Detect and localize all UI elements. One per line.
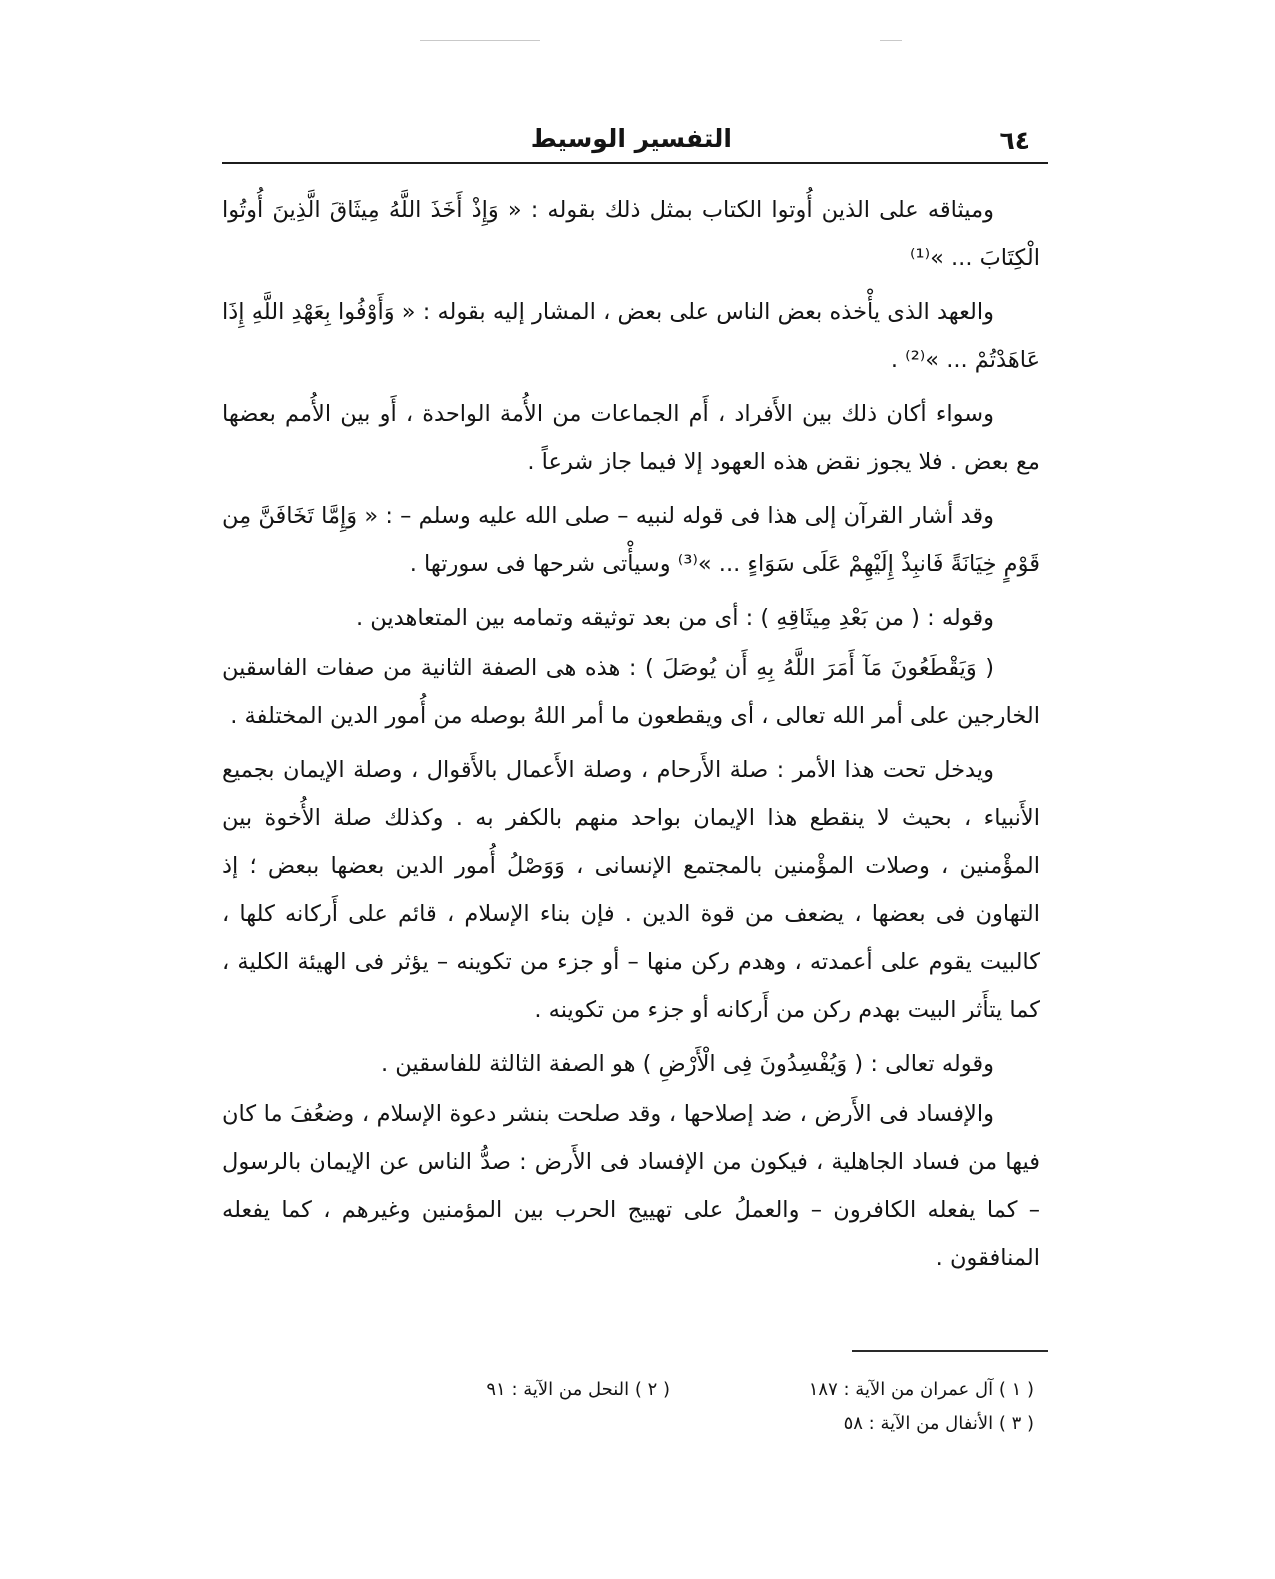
scan-artifact-line [420, 40, 540, 41]
paragraph-6: ( وَيَقْطَعُونَ مَآ أَمَرَ اللَّهُ بِهِ أَن يُوصَلَ ) : هذه هى الصفة الثانية من صفات الفاسقين الخارجين على أمر الله تعالى ، أى ويقطعون ما أمر اللهُ بوصله من أُمور الدين المختلفة . [222, 655, 1040, 729]
paragraph-4: وقد أشار القرآن إلى هذا فى قوله لنبيه – صلى الله عليه وسلم – : « وَإِمَّا تَخَافَنَّ مِن قَوْمٍ خِيَانَةً فَانبِذْ إِلَيْهِمْ عَلَى سَوَاءٍ ... »⁽³⁾ وسيأْتى شرحها فى سورتها . [222, 503, 1040, 577]
paragraph-5: وقوله : ( من بَعْدِ مِيثَاقِهِ ) : أى من بعد توثيقه وتمامه بين المتعاهدين . [355, 605, 994, 631]
page-header [222, 122, 1048, 162]
paragraph-7: ويدخل تحت هذا الأمر : صلة الأَرحام ، وصلة الأَعمال بالأَقوال ، وصلة الإيمان بجميع الأَنبياء ، بحيث لا ينقطع هذا الإيمان بواحد منهم بالكفر به . وكذلك صلة الأُخوة بين المؤْمنين ، وصلات المؤْمنين بالمجتمع الإنسانى ، وَوَصْلُ أُمور الدين بعضها ببعض ؛ إذ التهاون فى بعضها ، يضعف من قوة الدين . فإن بناء الإسلام ، قائم على أَركانه كلها ، كالبيت يقوم على أعمدته ، وهدم ركن منها – أو جزء من تكوينه – يؤثر فى الهيئة الكلية ، كما يتأَثر البيت بهدم ركن من أَركانه أو جزء من تكوينه . [222, 757, 1040, 1023]
scan-artifact-line [880, 40, 902, 41]
header-rule [222, 162, 1048, 164]
footnotes [222, 1373, 1040, 1453]
footnote-1: ( ١ ) آل عمران من الآية : ١٨٧ [808, 1379, 1034, 1400]
footnote-rule [852, 1350, 1048, 1352]
page-number: ٦٤ [999, 126, 1030, 155]
paragraph-3: وسواء أكان ذلك بين الأَفراد ، أَم الجماعات من الأُمة الواحدة ، أَو بين الأُمم بعضها مع بعض . فلا يجوز نقض هذه العهود إلا فيما جاز شرعاً . [222, 401, 1040, 475]
footnote-3: ( ٣ ) الأنفال من الآية : ٥٨ [843, 1413, 1034, 1434]
paragraph-1: وميثاقه على الذين أُوتوا الكتاب بمثل ذلك بقوله : « وَإِذْ أَخَذَ اللَّهُ مِيثَاقَ الَّذِينَ أُوتُوا الْكِتَابَ ... »⁽¹⁾ [222, 197, 1040, 271]
paragraph-9: والإفساد فى الأَرض ، ضد إصلاحها ، وقد صلحت بنشر دعوة الإسلام ، وضعُفَ ما كان فيها من فساد الجاهلية ، فيكون من الإفساد فى الأَرض : صدُّ الناس عن الإيمان بالرسول – كما يفعله الكافرون – والعملُ على تهييج الحرب بين المؤمنين وغيرهم ، كما يفعله المنافقون . [222, 1101, 1040, 1271]
footnote-2: ( ٢ ) النحل من الآية : ٩١ [486, 1379, 670, 1400]
body-text [222, 186, 1040, 1288]
running-title: التفسير الوسيط [530, 124, 732, 153]
paragraph-8: وقوله تعالى : ( وَيُفْسِدُونَ فِى الْأَرْضِ ) هو الصفة الثالثة للفاسقين . [380, 1051, 994, 1077]
paragraph-2: والعهد الذى يأْخذه بعض الناس على بعض ، المشار إليه بقوله : « وَأَوْفُوا بِعَهْدِ اللَّهِ إِذَا عَاهَدْتُمْ ... »⁽²⁾ . [222, 299, 1040, 373]
